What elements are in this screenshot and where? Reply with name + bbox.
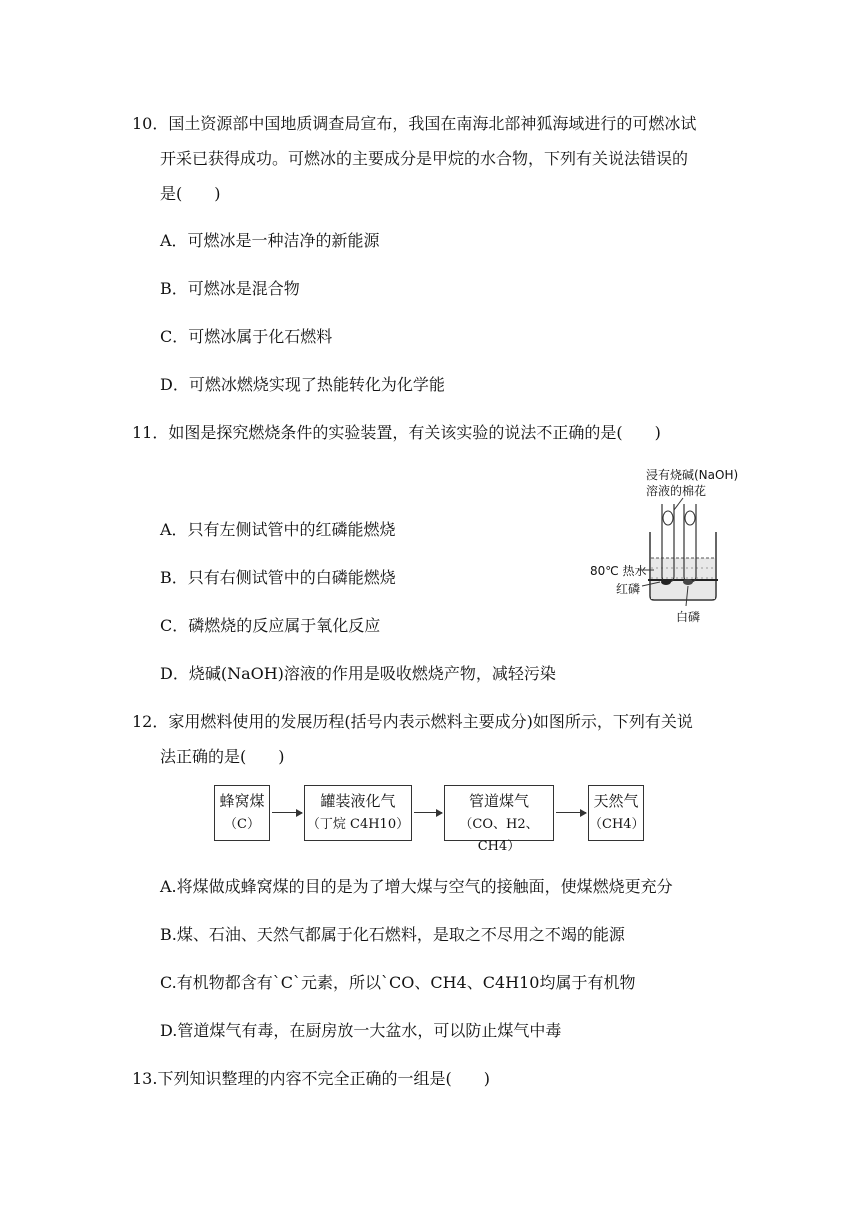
q10-stem-line3: 是( ) (160, 184, 221, 203)
flow-arrow (414, 812, 442, 813)
q11-stem: 11．如图是探究燃烧条件的实验装置，有关该实验的说法不正确的是( ) (132, 423, 661, 442)
q10-option-a: A．可燃冰是一种洁净的新能源 (160, 231, 380, 250)
apparatus-drawing (588, 464, 758, 629)
fuel-history-flowchart (214, 785, 654, 854)
flow-box-name: 天然气 (593, 792, 639, 810)
flow-box-name: 管道煤气 (468, 792, 529, 810)
q11-option-a: A．只有左侧试管中的红磷能燃烧 (160, 520, 396, 539)
q12-option-b: B.煤、石油、天然气都属于化石燃料，是取之不尽用之不竭的能源 (160, 925, 625, 944)
flow-box-formula: （C） (224, 817, 260, 832)
figure-label-white-phosphorus: 白磷 (676, 610, 701, 624)
flow-arrow (272, 812, 302, 813)
figure-label-cotton-1: 浸有烧碱(NaOH) (646, 468, 739, 482)
q13-stem: 13.下列知识整理的内容不完全正确的一组是( ) (132, 1069, 490, 1088)
q11-option-c: C．磷燃烧的反应属于氧化反应 (160, 616, 381, 635)
flow-box-name: 蜂窝煤 (219, 792, 265, 810)
flow-box-name: 罐装液化气 (320, 792, 396, 810)
combustion-apparatus-figure (588, 464, 758, 629)
q12-option-d: D.管道煤气有毒，在厨房放一大盆水，可以防止煤气中毒 (160, 1021, 562, 1040)
flow-arrow (556, 812, 586, 813)
figure-label-cotton-2: 溶液的棉花 (646, 484, 707, 498)
q11-option-b: B．只有右侧试管中的白磷能燃烧 (160, 568, 396, 587)
q10-stem-line2: 开采已获得成功。可燃冰的主要成分是甲烷的水合物，下列有关说法错误的 (160, 149, 689, 168)
figure-label-hot-water: 80℃ 热水 (590, 564, 647, 578)
flow-box-natural-gas (588, 785, 644, 841)
flow-box-formula: （CO、H2、CH4） (459, 817, 539, 854)
figure-label-red-phosphorus: 红磷 (616, 582, 641, 596)
q12-option-a: A.将煤做成蜂窝煤的目的是为了增大煤与空气的接触面，使煤燃烧更充分 (160, 877, 673, 896)
q10-stem-line1: 10．国土资源部中国地质调查局宣布，我国在南海北部神狐海域进行的可燃冰试 (132, 114, 697, 133)
q12-option-c: C.有机物都含有`C`元素，所以`CO、CH4、C4H10均属于有机物 (160, 973, 636, 992)
q10-option-b: B．可燃冰是混合物 (160, 279, 300, 298)
q10-option-d: D．可燃冰燃烧实现了热能转化为化学能 (160, 375, 445, 394)
flow-box-formula: （CH4） (589, 817, 645, 832)
flow-box-honeycomb-coal (214, 785, 270, 841)
q10-option-c: C．可燃冰属于化石燃料 (160, 327, 333, 346)
flow-box-formula: （丁烷 C4H10） (306, 817, 410, 832)
q11-option-d: D．烧碱(NaOH)溶液的作用是吸收燃烧产物，减轻污染 (160, 664, 556, 683)
q12-stem-line1: 12．家用燃料使用的发展历程(括号内表示燃料主要成分)如图所示，下列有关说 (132, 712, 693, 731)
flow-box-pipeline-gas (444, 785, 554, 854)
flow-box-lpg (304, 785, 412, 841)
q12-stem-line2: 法正确的是( ) (160, 747, 285, 766)
